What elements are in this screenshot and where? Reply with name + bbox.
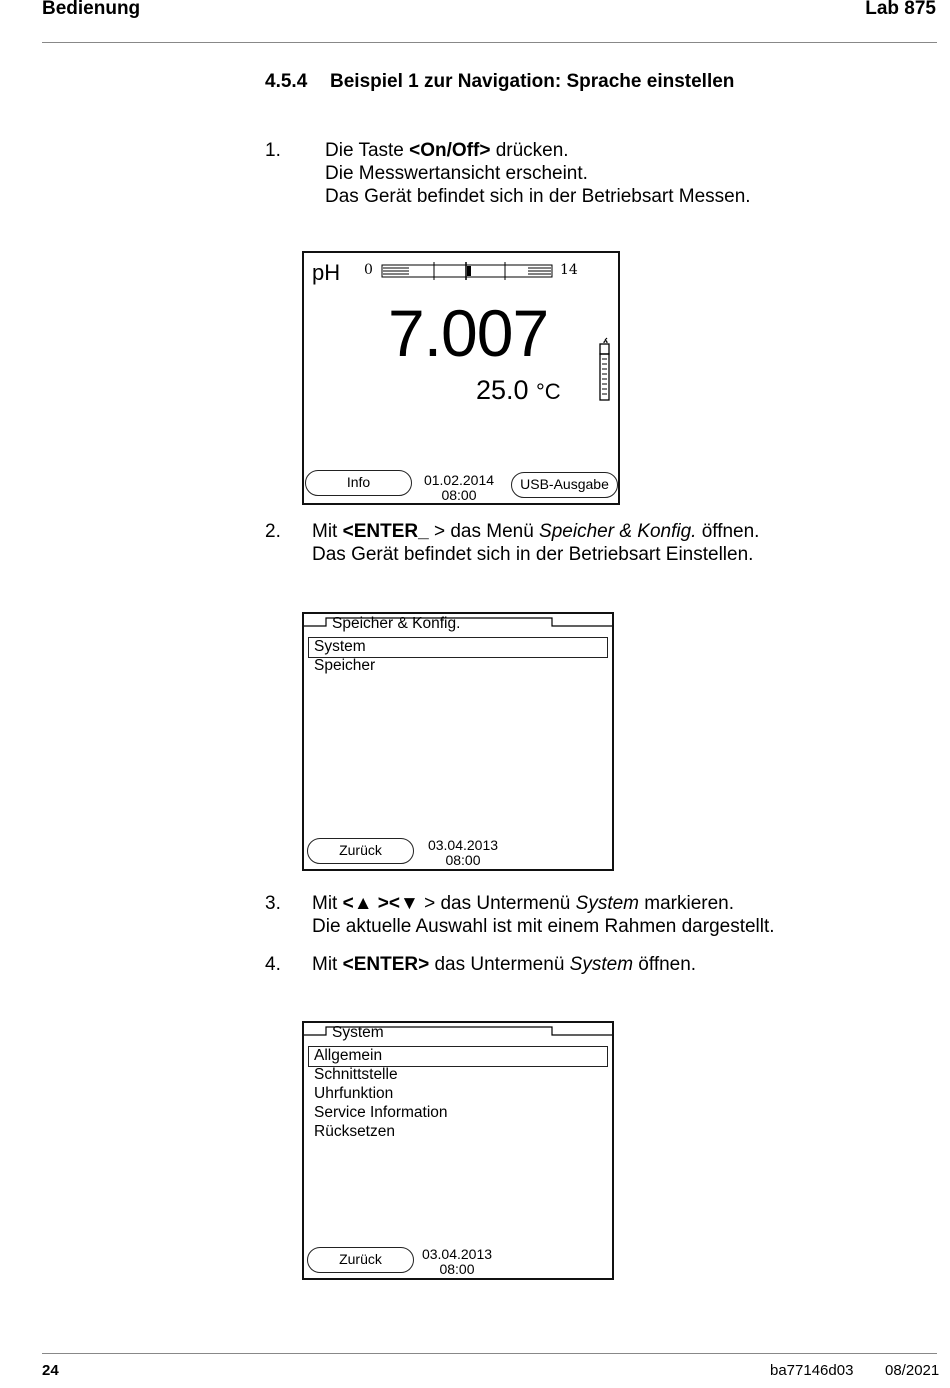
header-right: Lab 875 <box>865 0 936 19</box>
key-enter: <ENTER> <box>342 954 430 975</box>
temperature-unit: °C <box>536 379 561 404</box>
device-screen-menu-storage-config <box>302 612 614 871</box>
electrode-icon <box>597 337 613 403</box>
step-4-number: 4. <box>265 954 281 975</box>
parameter-label: pH <box>312 260 341 285</box>
device-screen-measurement <box>302 251 620 505</box>
menu-item-clock[interactable]: Uhrfunktion <box>314 1085 394 1102</box>
scale-min: 0 <box>364 262 373 278</box>
scale-max: 14 <box>560 262 578 278</box>
key-enter: <ENTER_ <box>342 521 429 542</box>
section-title: Beispiel 1 zur Navigation: Sprache einstellen <box>330 71 735 92</box>
menu-item-service-information[interactable]: Service Information <box>314 1104 448 1121</box>
step-3-text: Mit <▲ ><▼ > das Untermenü System markieren. Die aktuelle Auswahl ist mit einem Rahmen dargestellt. <box>312 893 775 937</box>
device-screen-menu-system <box>302 1021 614 1280</box>
menu-item-interface[interactable]: Schnittstelle <box>314 1066 398 1083</box>
footer-rule <box>42 1353 937 1354</box>
softkey-back[interactable]: Zurück <box>307 1247 414 1273</box>
step-2-text: Mit <ENTER_ > das Menü Speicher & Konfig. öffnen. Das Gerät befindet sich in der Betriebsart Einstellen. <box>312 521 760 565</box>
date: 03.04.2013 <box>421 1246 493 1262</box>
header-left: Bedienung <box>42 0 141 19</box>
date: 01.02.2014 <box>423 472 495 488</box>
menu-item-general[interactable]: Allgemein <box>314 1047 383 1064</box>
menu-item-system[interactable]: System <box>314 638 366 655</box>
date: 03.04.2013 <box>427 837 499 853</box>
header-rule <box>42 42 937 43</box>
step-3-number: 3. <box>265 893 281 914</box>
time: 08:00 <box>439 1261 475 1277</box>
date-time <box>412 1247 502 1277</box>
date-time <box>418 838 508 868</box>
menu-title: System <box>332 1024 384 1041</box>
date-time <box>414 473 504 503</box>
menu-item-storage[interactable]: Speicher <box>314 657 376 674</box>
softkey-usb-output[interactable]: USB-Ausgabe <box>511 472 618 498</box>
menu-item-reset[interactable]: Rücksetzen <box>314 1123 395 1140</box>
softkey-back[interactable]: Zurück <box>307 838 414 864</box>
time: 08:00 <box>441 487 477 503</box>
key-up: <▲ <box>342 893 373 914</box>
document-id: ba77146d03 <box>770 1362 854 1379</box>
step-1-number: 1. <box>265 140 281 161</box>
measured-value: 7.007 <box>388 296 549 370</box>
menu-title: Speicher & Konfig. <box>332 615 461 632</box>
step-4-text: Mit <ENTER> das Untermenü System öffnen. <box>312 954 697 975</box>
softkey-info[interactable]: Info <box>305 470 412 496</box>
key-on-off: <On/Off> <box>409 140 491 161</box>
temperature-value: 25.0 <box>476 375 529 405</box>
key-down: ><▼ <box>372 893 419 914</box>
step-1-text: Die Taste <On/Off> drücken. Die Messwertansicht erscheint. Das Gerät befindet sich in der Betriebsart Messen. <box>325 140 751 207</box>
step-2-number: 2. <box>265 521 281 542</box>
section-number: 4.5.4 <box>265 71 308 92</box>
bargraph-scale <box>381 261 555 281</box>
time: 08:00 <box>445 852 481 868</box>
page-number: 24 <box>42 1362 59 1379</box>
document-date: 08/2021 <box>885 1362 940 1379</box>
